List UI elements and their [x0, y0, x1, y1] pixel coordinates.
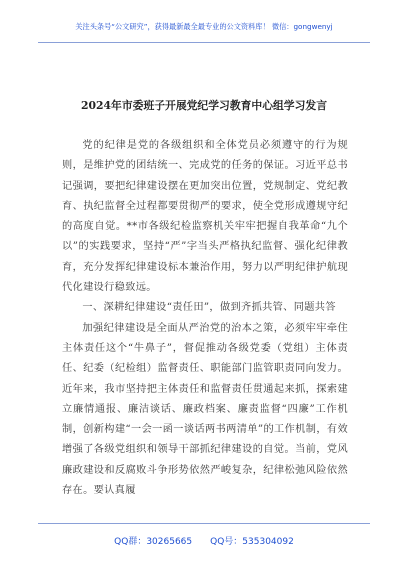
- header-banner: 关注头条号“公文研究”，获得最新最全最专业的公文资料库！ 微信：gongwenyj: [75, 22, 333, 31]
- document-title: 2024年市委班子开展党纪学习教育中心组学习发言: [81, 99, 327, 112]
- footer-divider: [38, 523, 370, 524]
- document-body: [62, 136, 348, 501]
- header-divider: [38, 42, 370, 43]
- body-paragraph: 加强纪律建设是全面从严治党的治本之策，必须牢牢牵住主体责任这个“牛鼻子”，督促推动各级党委（党组）主体责任、纪委（纪检组）监督责任、职能部门监管职责同向发力。近年来，我市坚持把主体责任和监督责任贯通起来抓，探索建立廉情通报、廉洁谈话、廉政档案、廉责监督“四廉”工作机制，创新构建“一会一函一谈话两书两清单”的工作机制，有效增强了各级党组织和领导干部抓纪律建设的自觉。当前，党风廉政建设和反腐败斗争形势依然严峻复杂，纪律松弛风险依然存在。要认真履: [62, 322, 348, 497]
- body-paragraph: 党的纪律是党的各级组织和全体党员必须遵守的行为规则，是维护党的团结统一、完成党的任务的保证。习近平总书记强调，要把纪律建设摆在更加突出位置，党规制定、党纪教育、执纪监督全过程都要贯彻严的要求，使全党形成遵规守纪的高度自觉。**市各级纪检监察机关牢牢把握自我革命“九个以”的实践要求，坚持“严”字当头严格执纪监督、强化纪律教育，充分发挥纪律建设标本兼治作用，努力以严明纪律护航现代化建设行稳致远。: [62, 140, 348, 294]
- section-heading: 一、深耕纪律建设“责任田”，做到齐抓共管、同题共答: [82, 302, 336, 314]
- footer-contact: QQ群：30265665 QQ号：535304092: [114, 537, 294, 547]
